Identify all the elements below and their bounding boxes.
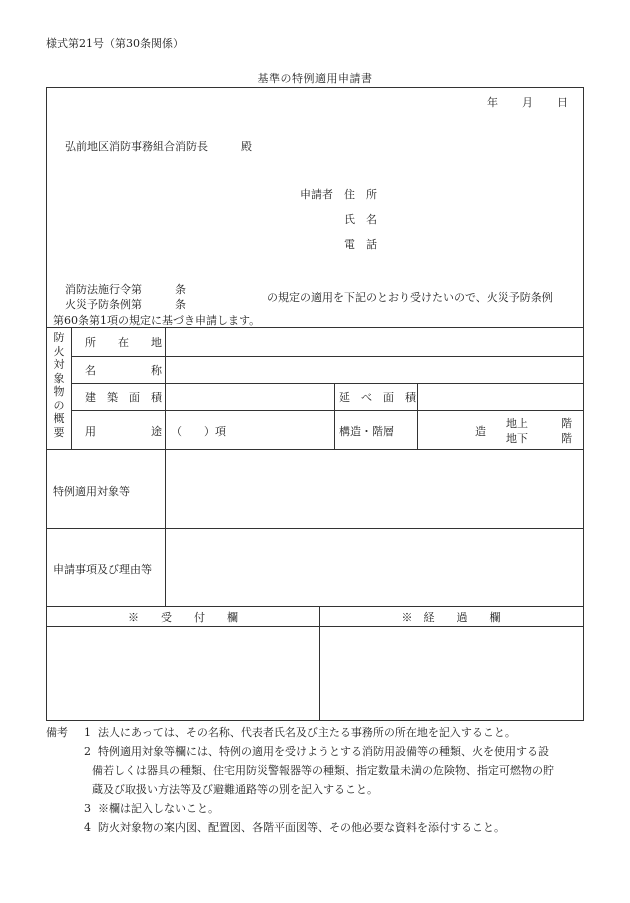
recipient-honorific: 殿 xyxy=(241,140,252,153)
law-line-1: 消防法施行令第 条 xyxy=(65,283,186,296)
date-year: 年 xyxy=(487,96,498,109)
use-value: （ ）項 xyxy=(171,425,226,438)
use-label: 用 途 xyxy=(85,425,162,438)
note-number: 4 xyxy=(84,821,91,834)
law-line-2: 火災予防条例第 条 xyxy=(65,298,186,311)
date-day: 日 xyxy=(557,96,568,109)
form-number: 様式第21号（第30条関係） xyxy=(46,37,184,50)
note-text: ※欄は記入しないこと。 xyxy=(98,802,219,815)
note-text: 法人にあっては、その名称、代表者氏名及び主たる事務所の所在地を記入すること。 xyxy=(98,726,516,739)
note-text: 特例適用対象等欄には、特例の適用を受けようとする消防用設備等の種類、火を使用する設 xyxy=(98,745,549,758)
progress-column-label: ※ 経 過 欄 xyxy=(401,611,501,624)
below-ground-floors: 地下 階 xyxy=(506,432,572,445)
total-floor-area-label: 延 べ 面 積 xyxy=(339,391,416,404)
applicant-address-label: 住 所 xyxy=(344,188,377,201)
applicant-phone-label: 電 話 xyxy=(344,238,377,251)
application-form xyxy=(46,87,584,721)
note-number: 1 xyxy=(84,726,91,739)
note-text: 蔵及び取扱い方法等及び避難通路等の別を記入すること。 xyxy=(92,783,378,796)
reception-column-label: ※ 受 付 欄 xyxy=(128,611,238,624)
above-ground-floors: 地上 階 xyxy=(506,417,572,430)
location-label: 所 在 地 xyxy=(85,336,162,349)
name-label: 名 称 xyxy=(85,364,162,377)
document-title: 基準の特例適用申請書 xyxy=(257,72,373,85)
building-overview-label: 防火対象物の概要 xyxy=(53,331,65,439)
law-sentence-2: 第60条第1項の規定に基づき申請します。 xyxy=(53,314,261,327)
notes-heading: 備考 xyxy=(46,726,68,739)
building-area-label: 建 築 面 積 xyxy=(85,391,162,404)
note-number: 3 xyxy=(84,802,91,815)
structure-label: 構造・階層 xyxy=(339,425,394,438)
note-text: 防火対象物の案内図、配置図、各階平面図等、その他必要な資料を添付すること。 xyxy=(98,821,505,834)
special-target-label: 特例適用対象等 xyxy=(53,485,130,498)
applicant-label: 申請者 xyxy=(300,188,333,201)
note-text: 備若しくは器具の種類、住宅用防災警報器等の種類、指定数量未満の危険物、指定可燃物の貯 xyxy=(92,764,554,777)
law-sentence-1: の規定の適用を下記のとおり受けたいので、火災予防条例 xyxy=(267,291,553,304)
applicant-name-label: 氏 名 xyxy=(344,213,377,226)
structure-suffix: 造 xyxy=(475,425,486,438)
application-reason-label: 申請事項及び理由等 xyxy=(53,563,152,576)
recipient-name: 弘前地区消防事務組合消防長 xyxy=(65,140,208,153)
note-number: 2 xyxy=(84,745,91,758)
date-month: 月 xyxy=(522,96,533,109)
